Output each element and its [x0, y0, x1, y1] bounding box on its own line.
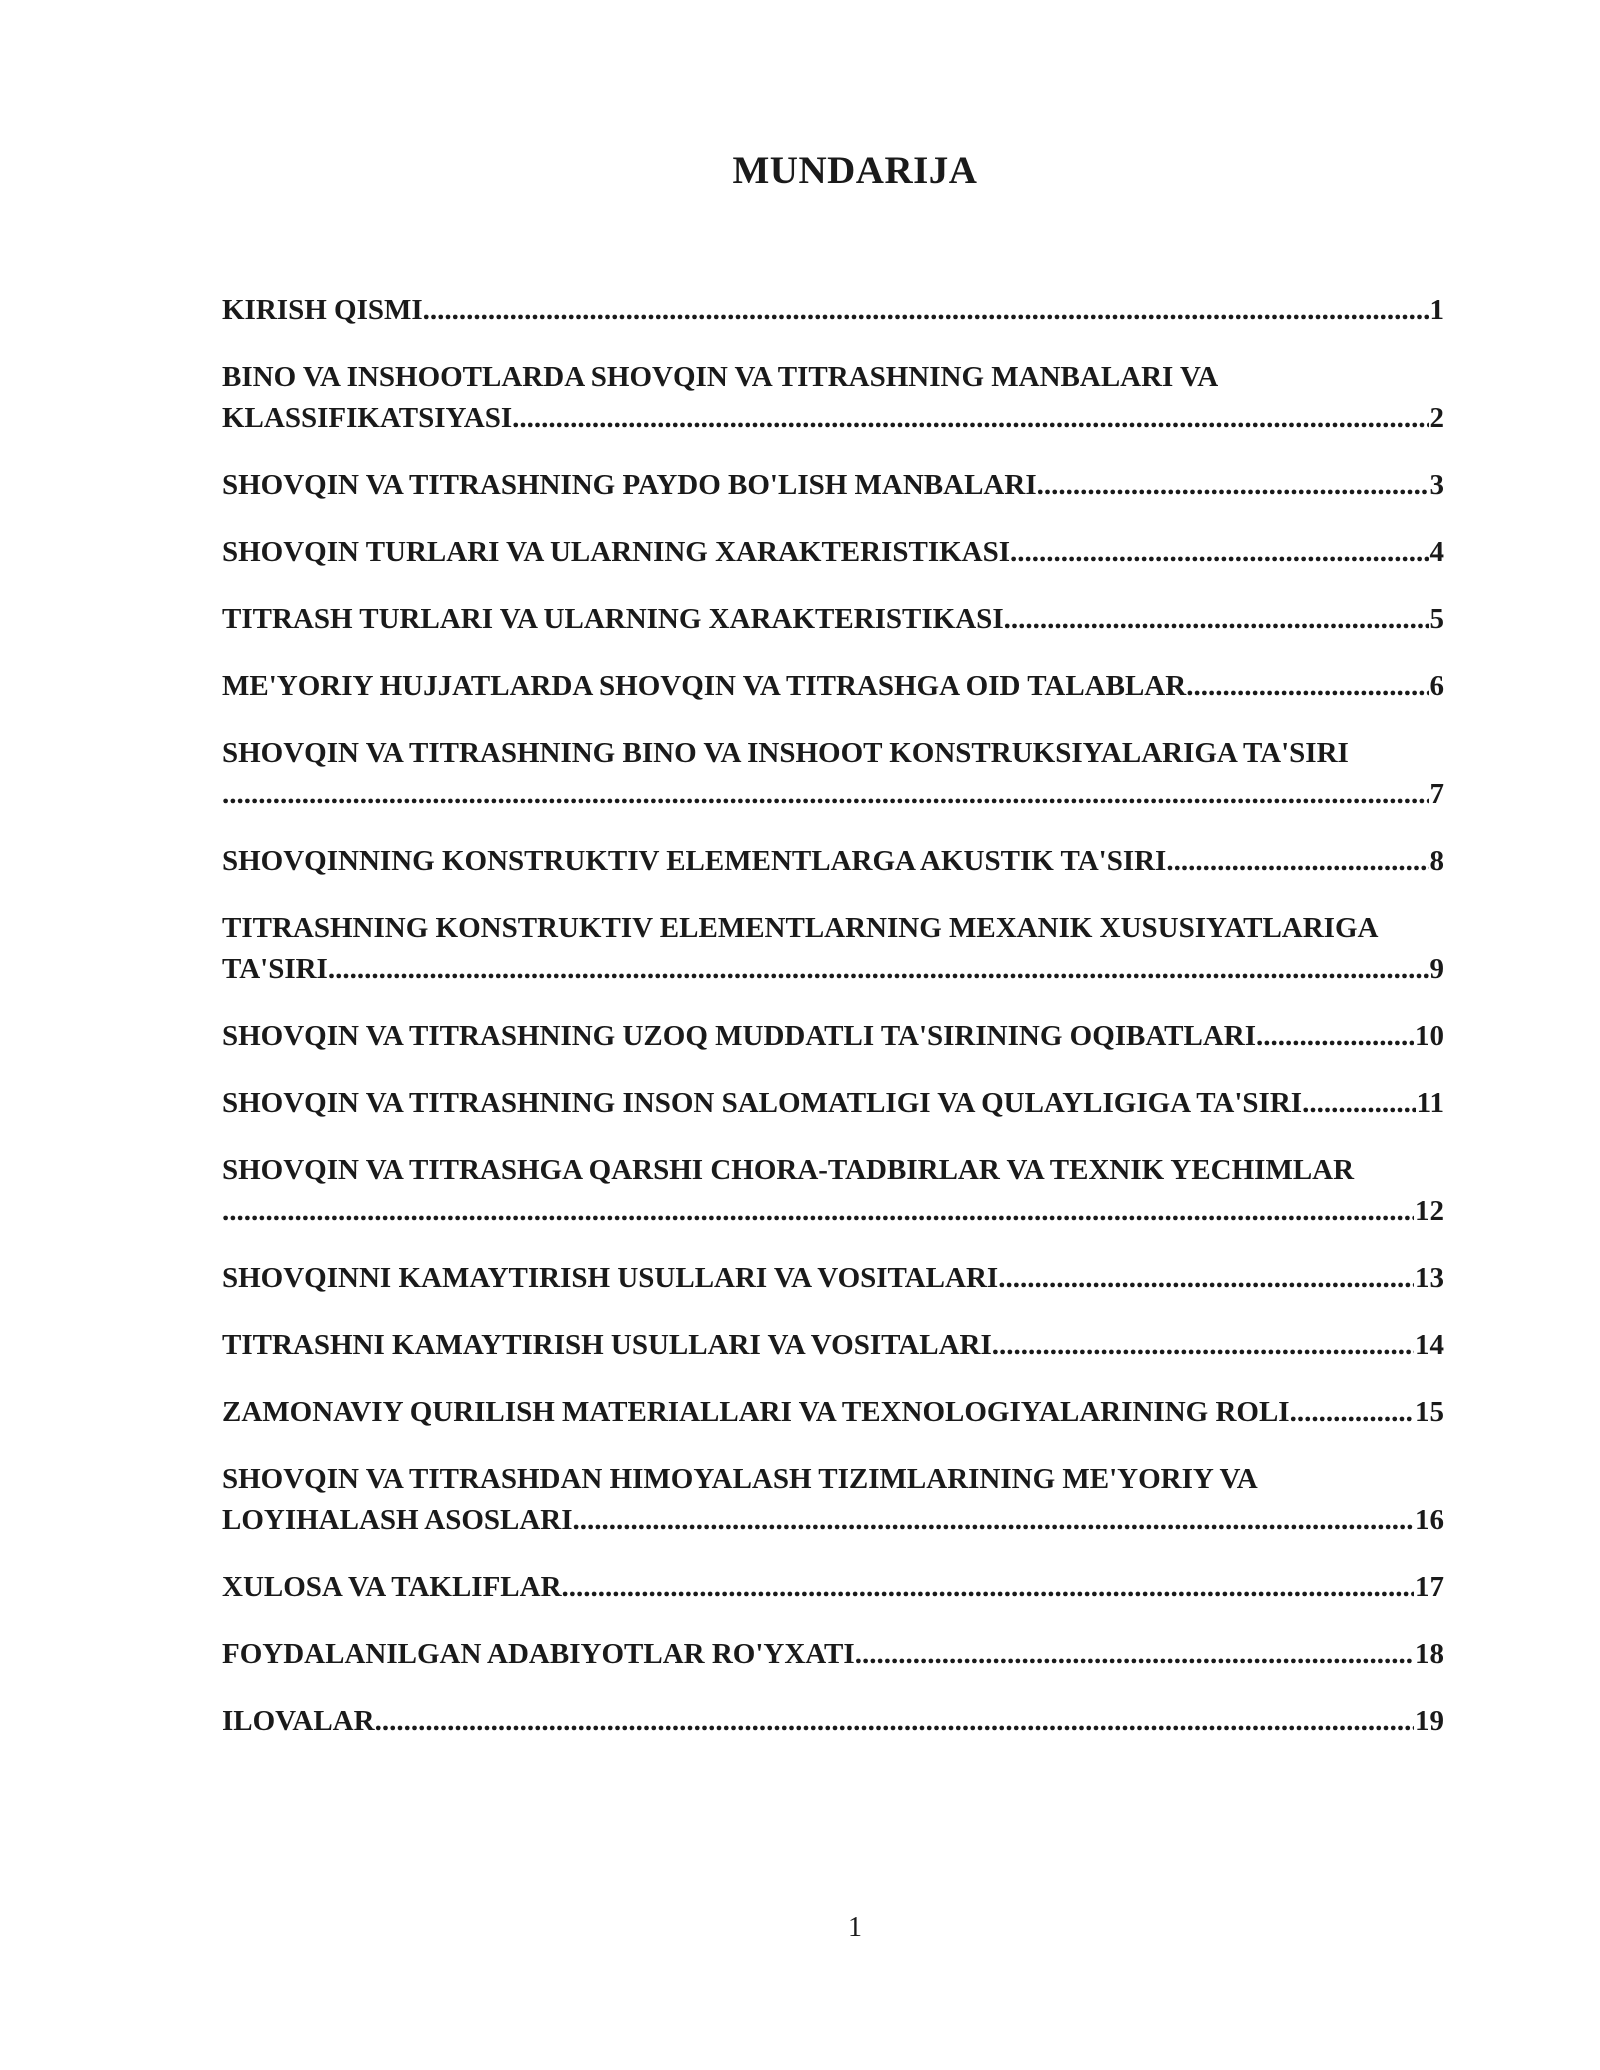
page-number: 1 [848, 1912, 862, 1943]
toc-page-number: 8 [1429, 845, 1444, 877]
toc-leader-dots [1256, 1016, 1414, 1057]
toc-entry-heading-line: SHOVQIN VA TITRASHNING BINO VA INSHOOT KONSTRUKSIYALARIGA TA'SIRI [222, 737, 1349, 769]
toc-entry[interactable] [222, 733, 1444, 815]
toc-entry-title: ZAMONAVIY QURILISH MATERIALLARI VA TEXNOLOGIYALARINING ROLI [222, 1396, 1290, 1428]
toc-entry[interactable] [222, 841, 1444, 882]
toc-leader-dots [998, 1258, 1414, 1299]
toc-leader-dots [1037, 465, 1429, 506]
toc-page-number: 2 [1429, 402, 1444, 434]
toc-page-number: 11 [1416, 1087, 1444, 1119]
toc-entry-title: FOYDALANILGAN ADABIYOTLAR RO'YXATI [222, 1638, 855, 1670]
toc-entry[interactable] [222, 465, 1444, 506]
toc-entry[interactable] [222, 1567, 1444, 1608]
toc-leader-dots [562, 1567, 1414, 1608]
toc-entry[interactable] [222, 357, 1444, 439]
toc-entry-heading-line: SHOVQIN VA TITRASHGA QARSHI CHORA-TADBIRLAR VA TEXNIK YECHIMLAR [222, 1154, 1355, 1186]
toc-leader-dots [573, 1500, 1414, 1541]
toc-page-number: 6 [1429, 670, 1444, 702]
table-of-contents [222, 290, 1444, 1768]
toc-entry-heading-line: SHOVQIN VA TITRASHDAN HIMOYALASH TIZIMLARINING ME'YORIY VA [222, 1463, 1258, 1495]
toc-entry[interactable] [222, 1016, 1444, 1057]
toc-leader-dots [222, 1191, 1414, 1232]
toc-entry-title: ILOVALAR [222, 1705, 375, 1737]
toc-page-number: 4 [1429, 536, 1444, 568]
toc-leader-dots [423, 290, 1429, 331]
toc-entry[interactable] [222, 1392, 1444, 1433]
toc-leader-dots [1166, 841, 1428, 882]
toc-entry-title: KIRISH QISMI [222, 294, 423, 326]
toc-leader-dots [1010, 532, 1428, 573]
toc-leader-dots [992, 1325, 1414, 1366]
toc-entry-title: LOYIHALASH ASOSLARI [222, 1504, 573, 1536]
toc-page-number: 10 [1415, 1020, 1444, 1052]
toc-page-number: 12 [1415, 1195, 1444, 1227]
document-title: MUNDARIJA [732, 149, 978, 192]
toc-entry[interactable] [222, 290, 1444, 331]
toc-entry-title: SHOVQINNING KONSTRUKTIV ELEMENTLARGA AKUSTIK TA'SIRI [222, 845, 1167, 877]
toc-entry[interactable] [222, 532, 1444, 573]
toc-entry-heading-line: BINO VA INSHOOTLARDA SHOVQIN VA TITRASHNING MANBALARI VA [222, 361, 1219, 393]
toc-entry-title: XULOSA VA TAKLIFLAR [222, 1571, 562, 1603]
toc-page-number: 15 [1415, 1396, 1444, 1428]
toc-entry-title: SHOVQIN VA TITRASHNING UZOQ MUDDATLI TA'SIRINING OQIBATLARI [222, 1020, 1257, 1052]
toc-entry[interactable] [222, 599, 1444, 640]
toc-page-number: 5 [1429, 603, 1444, 635]
toc-entry-title: ME'YORIY HUJJATLARDA SHOVQIN VA TITRASHGA OID TALABLAR [222, 670, 1187, 702]
toc-entry-heading-line: TITRASHNING KONSTRUKTIV ELEMENTLARNING MEXANIK XUSUSIYATLARIGA [222, 912, 1379, 944]
toc-page-number: 16 [1415, 1504, 1444, 1536]
toc-leader-dots [1302, 1083, 1416, 1124]
toc-entry-title: SHOVQINNI KAMAYTIRISH USULLARI VA VOSITALARI [222, 1262, 999, 1294]
toc-entry[interactable] [222, 1459, 1444, 1541]
toc-leader-dots [1186, 666, 1428, 707]
toc-entry[interactable] [222, 666, 1444, 707]
toc-entry[interactable] [222, 1701, 1444, 1742]
toc-leader-dots [855, 1634, 1414, 1675]
toc-page-number: 1 [1429, 294, 1444, 326]
toc-page-number: 14 [1415, 1329, 1444, 1361]
toc-entry-title: SHOVQIN VA TITRASHNING INSON SALOMATLIGI VA QULAYLIGIGA TA'SIRI [222, 1087, 1303, 1119]
toc-leader-dots [1004, 599, 1429, 640]
toc-leader-dots [328, 949, 1429, 990]
toc-leader-dots [512, 398, 1428, 439]
toc-entry[interactable] [222, 908, 1444, 990]
toc-page-number: 19 [1415, 1705, 1444, 1737]
toc-entry[interactable] [222, 1258, 1444, 1299]
toc-entry[interactable] [222, 1083, 1444, 1124]
toc-entry-title: KLASSIFIKATSIYASI [222, 402, 513, 434]
toc-entry-title: SHOVQIN TURLARI VA ULARNING XARAKTERISTIKASI [222, 536, 1011, 568]
toc-page-number: 3 [1429, 469, 1444, 501]
toc-page-number: 9 [1429, 953, 1444, 985]
toc-entry[interactable] [222, 1325, 1444, 1366]
toc-page-number: 13 [1415, 1262, 1444, 1294]
toc-leader-dots [1290, 1392, 1414, 1433]
toc-page-number: 7 [1429, 778, 1444, 810]
toc-entry[interactable] [222, 1634, 1444, 1675]
toc-entry-title: TITRASHNI KAMAYTIRISH USULLARI VA VOSITALARI [222, 1329, 992, 1361]
toc-page-number: 18 [1415, 1638, 1444, 1670]
toc-leader-dots [222, 774, 1429, 815]
toc-page-number: 17 [1415, 1571, 1444, 1603]
toc-entry-title: SHOVQIN VA TITRASHNING PAYDO BO'LISH MANBALARI [222, 469, 1037, 501]
toc-entry-title: TITRASH TURLARI VA ULARNING XARAKTERISTIKASI [222, 603, 1004, 635]
toc-leader-dots [375, 1701, 1414, 1742]
toc-entry[interactable] [222, 1150, 1444, 1232]
toc-entry-title: TA'SIRI [222, 953, 328, 985]
